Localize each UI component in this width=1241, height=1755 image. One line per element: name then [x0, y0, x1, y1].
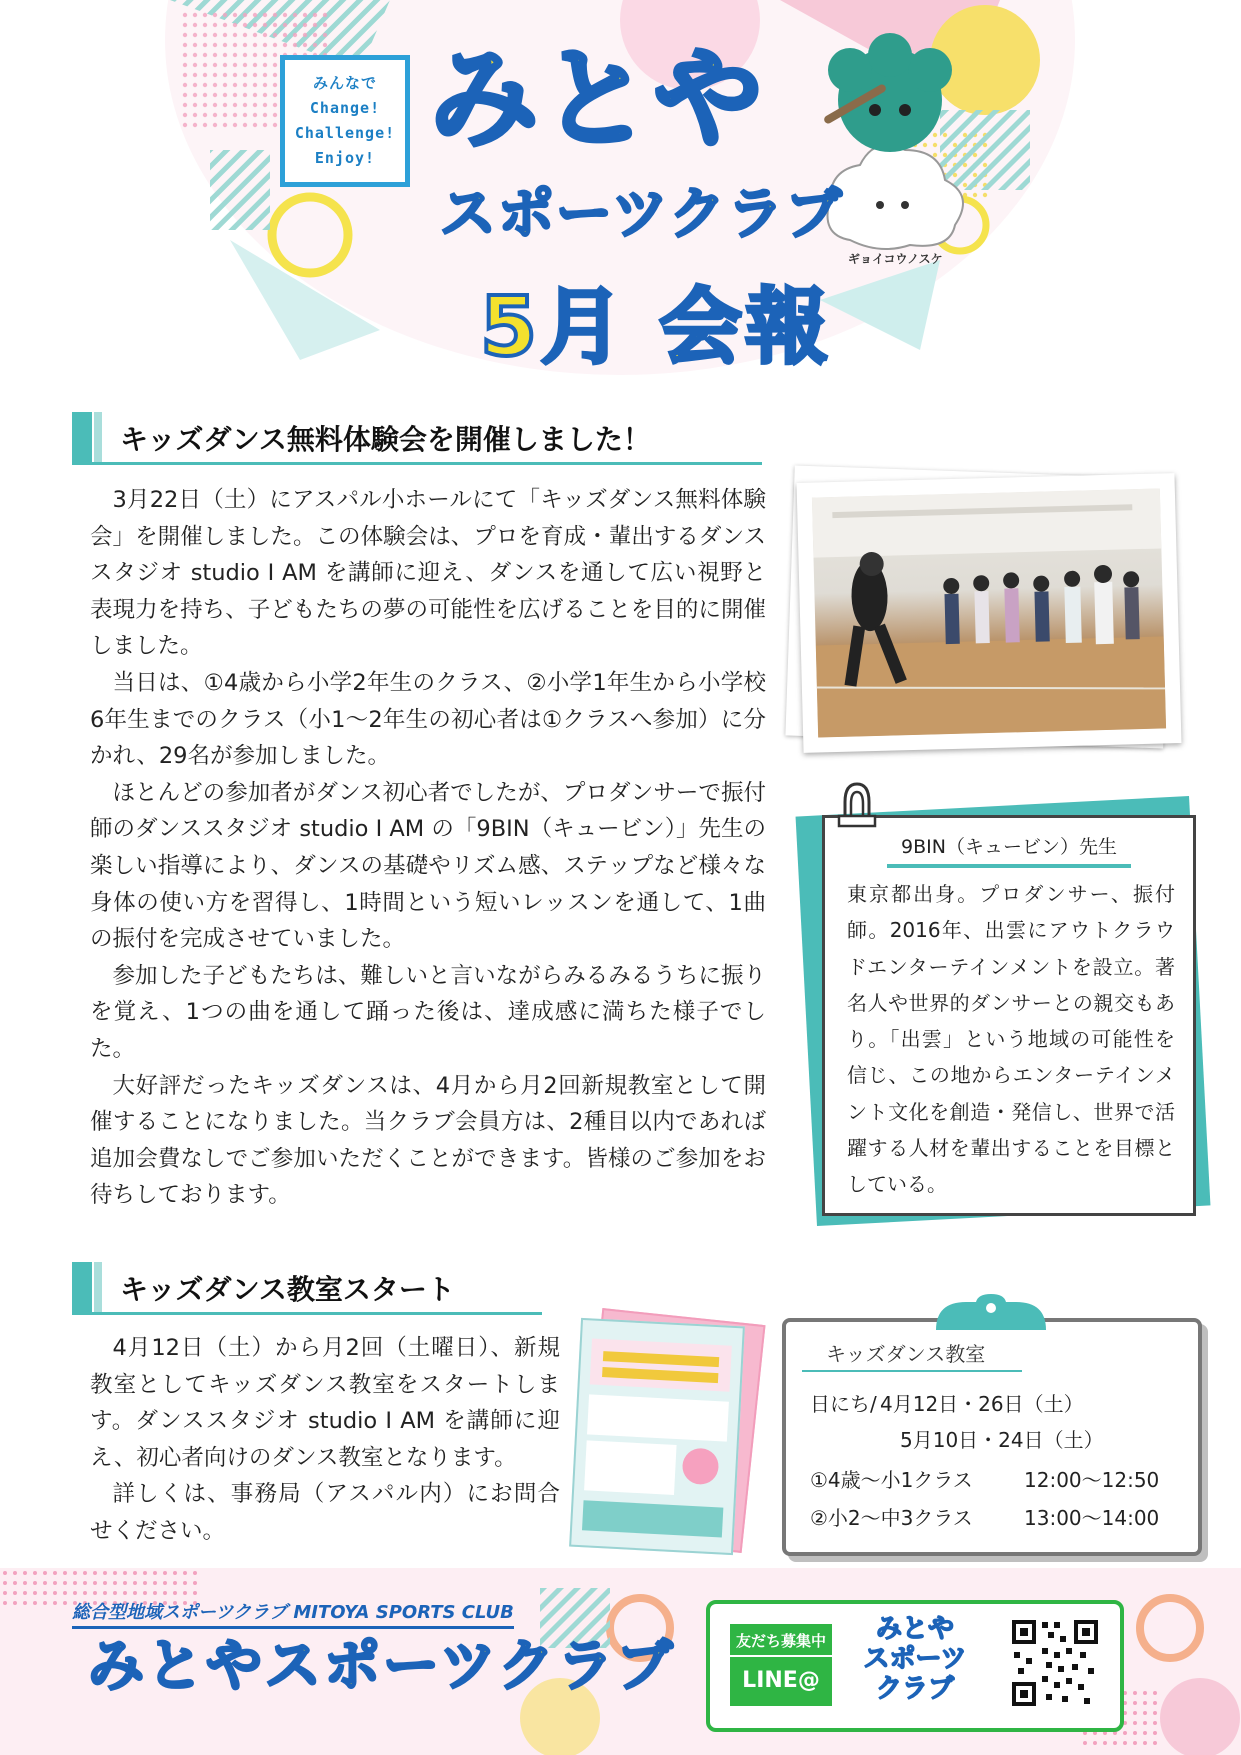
- section2-heading-text: キッズダンス教室スタート: [120, 1273, 455, 1306]
- schedule-title-underline: [802, 1370, 1022, 1372]
- line-logo-line-1: みとや: [875, 1614, 954, 1644]
- clipboard-clip-icon: [926, 1294, 1056, 1334]
- line-club-logo: [860, 1614, 970, 1704]
- schedule-dates-label: 日にち/: [810, 1392, 877, 1416]
- line-badge[interactable]: [730, 1624, 832, 1706]
- line-logo-line-2: スポーツ: [863, 1644, 967, 1674]
- article-paragraph: 大好評だったキッズダンスは、4月から月2回新規教室として開催することになりました。当クラブ会員方は、2種目以内であれば追加会費なしでご参加いただくことができます。皆様のご参加をお待ちしております。: [90, 1072, 766, 1209]
- qr-code-icon[interactable]: [1010, 1618, 1100, 1708]
- dance-class-photo: [797, 473, 1182, 753]
- schedule-class1-name: ①4歳～小1クラス: [810, 1468, 973, 1492]
- profile-title: 9BIN（キュービン）先生: [901, 836, 1117, 858]
- tagline-line-3: Challenge!: [294, 124, 396, 142]
- section1-heading-text: キッズダンス無料体験会を開催しました！: [120, 423, 651, 456]
- club-name-en: 総合型地域スポーツクラブ MITOYA SPORTS CLUB: [72, 1598, 514, 1629]
- section1-heading: [72, 412, 762, 465]
- schedule-class2-time: 13:00～14:00: [1024, 1506, 1160, 1530]
- line-logo-line-3: クラブ: [875, 1674, 954, 1704]
- tagline-line-1: みんなで: [312, 74, 377, 92]
- club-name-jp: みとやスポーツクラブ: [88, 1634, 676, 1699]
- class-schedule-board: [782, 1318, 1202, 1556]
- section1-article: [90, 482, 766, 1214]
- heading-accent-bar-light: [94, 1262, 102, 1312]
- article-paragraph: 詳しくは、事務局（アスパル内）にお問合せください。: [90, 1481, 560, 1544]
- article-paragraph: 当日は、①4歳から小学2年生のクラス、②小学1年生から小学校6年生までのクラス（小1～2年生の初心者は①クラスへ参加）に分かれ、29名が参加しました。: [90, 669, 766, 770]
- profile-title-underline: [887, 864, 1131, 868]
- line-label-top: 友だち募集中: [730, 1630, 832, 1657]
- section2-article: [90, 1330, 560, 1550]
- tagline-line-2: Change!: [309, 99, 381, 117]
- schedule-class1-time: 12:00～12:50: [1024, 1468, 1160, 1492]
- line-friends-box[interactable]: [706, 1600, 1124, 1732]
- article-paragraph: ほとんどの参加者がダンス初心者でしたが、プロダンサーで振付師のダンススタジオ studio I AM の「9BIN（キュービン）」先生の楽しい指導により、ダンスの基礎やリズム感、ステップなど様々な身体の使い方を習得し、1時間という短いレッスンを通して、1曲の振付を完成させていました。: [90, 779, 766, 953]
- article-paragraph: 4月12日（土）から月2回（土曜日）、新規教室としてキッズダンス教室をスタートします。ダンススタジオ studio I AM を講師に迎え、初心者向けのダンス教室となります。: [90, 1335, 560, 1471]
- member-recruitment-flyer: [569, 1318, 745, 1555]
- photo-image: [812, 488, 1166, 737]
- heading-accent-bar: [72, 1262, 92, 1312]
- heading-accent-bar-light: [94, 412, 102, 462]
- heading-accent-bar: [72, 412, 92, 462]
- tagline-line-4: Enjoy!: [314, 149, 376, 167]
- article-paragraph: 3月22日（土）にアスパル小ホールにて「キッズダンス無料体験会」を開催しました。この体験会は、プロを育成・輩出するダンススタジオ studio I AM を講師に迎え、ダンスを通して広い視野と表現力を持ち、子どもたちの夢の可能性を広げることを目的に開催しました。: [90, 487, 766, 660]
- photo-illustration: [812, 488, 1166, 737]
- profile-text: 東京都出身。プロダンサー、振付師。2016年、出雲にアウトクラウドエンターテインメントを設立。著名人や世界的ダンサーとの親交もあり。「出雲」という地域の可能性を信じ、この地からエンターテインメント文化を創造・発信し、世界で活躍する人材を輩出することを目標としている。: [847, 882, 1175, 1197]
- binder-clip-icon: [837, 780, 877, 828]
- article-paragraph: 参加した子どもたちは、難しいと言いながらみるみるうちに振りを覚え、1つの曲を通して踊った後は、達成感に満ちた様子でした。: [90, 962, 766, 1062]
- schedule-title: キッズダンス教室: [826, 1342, 986, 1366]
- schedule-dates-line1: 4月12日・26日（土）: [880, 1392, 1084, 1416]
- tagline-box: [280, 55, 410, 187]
- schedule-dates-line2: 5月10日・24日（土）: [900, 1428, 1104, 1452]
- club-logo-sub: スポーツクラブ: [440, 182, 844, 247]
- schedule-class2-name: ②小2～中3クラス: [810, 1506, 973, 1530]
- section2-heading: [72, 1262, 542, 1315]
- mascot-name: ギョイコウノスケ: [848, 252, 943, 266]
- instructor-profile-card: [822, 815, 1196, 1216]
- issue-title: 5月 会報: [480, 280, 832, 375]
- club-logo-main: みとや: [430, 37, 767, 162]
- line-label-bottom: LINE@: [742, 1668, 820, 1693]
- header-banner: [0, 0, 1241, 380]
- flyer-illustration: [571, 1320, 743, 1553]
